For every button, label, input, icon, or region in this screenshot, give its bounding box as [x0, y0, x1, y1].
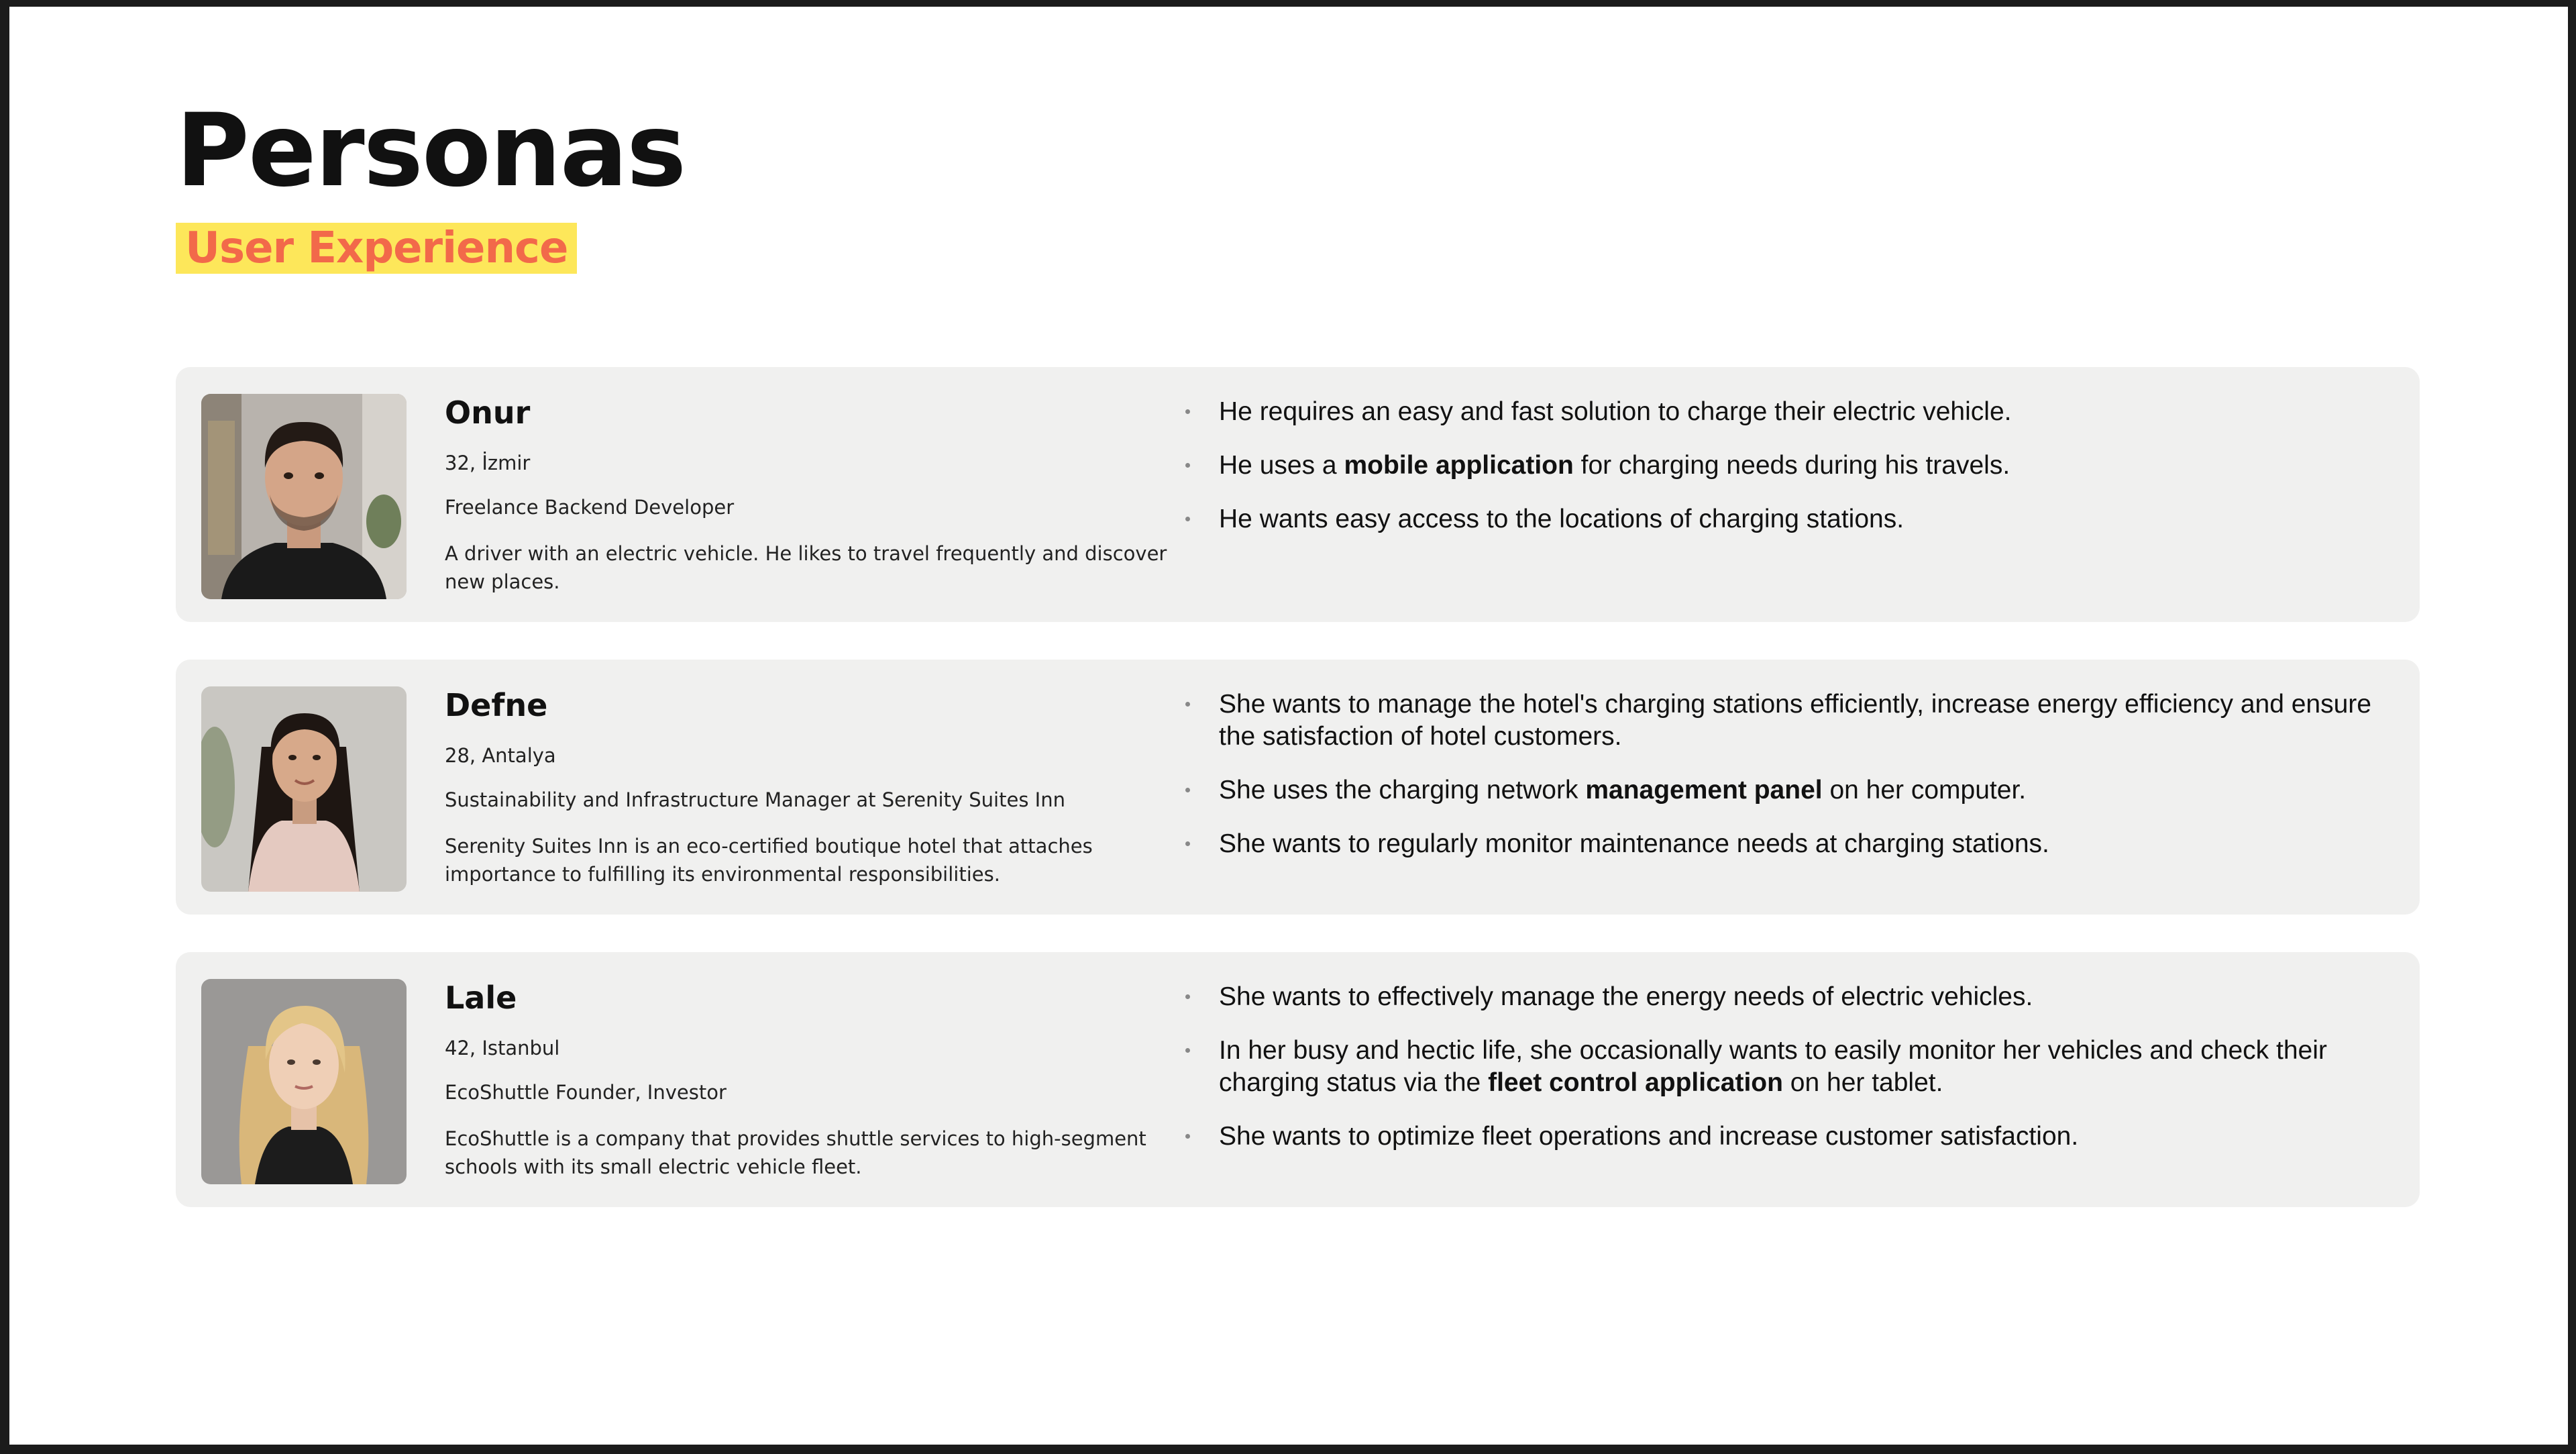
persona-role: Sustainability and Infrastructure Manager at Serenity Suites Inn [445, 788, 1065, 811]
persona-needs-list [1219, 688, 2373, 882]
persona-age-city: 42, Istanbul [445, 1037, 560, 1059]
persona-photo-defne [201, 686, 407, 892]
man-portrait-icon [201, 394, 407, 599]
persona-role: Freelance Backend Developer [445, 496, 735, 519]
need-item: In her busy and hectic life, she occasionally wants to easily monitor her vehicles and check their charging status via the fleet control application on her tablet. [1219, 1035, 2373, 1099]
bullet-icon [1185, 517, 1190, 521]
persona-description: Serenity Suites Inn is an eco-certified boutique hotel that attaches importance to fulfilling its environmental responsibilities. [445, 835, 1093, 886]
page-subtitle: User Experience [176, 223, 577, 274]
woman-portrait-icon [201, 686, 407, 892]
persona-needs-list [1219, 981, 2373, 1174]
bullet-icon [1185, 994, 1190, 999]
bullet-icon [1185, 409, 1190, 414]
persona-role: EcoShuttle Founder, Investor [445, 1081, 727, 1104]
persona-name: Defne [445, 687, 548, 723]
need-item: He requires an easy and fast solution to charge their electric vehicle. [1219, 396, 2373, 428]
persona-card-lale [176, 952, 2420, 1207]
persona-name: Onur [445, 395, 531, 431]
persona-photo-lale [201, 979, 407, 1184]
persona-age-city: 28, Antalya [445, 744, 556, 767]
need-item: She wants to effectively manage the energy needs of electric vehicles. [1219, 981, 2373, 1013]
persona-card-onur [176, 367, 2420, 622]
persona-age-city: 32, İzmir [445, 452, 531, 474]
persona-needs-list [1219, 396, 2373, 557]
bullet-icon [1185, 1048, 1190, 1053]
persona-description: A driver with an electric vehicle. He likes to travel frequently and discover new places. [445, 542, 1167, 593]
persona-card-defne [176, 660, 2420, 915]
bullet-icon [1185, 841, 1190, 846]
need-item: She wants to regularly monitor maintenance needs at charging stations. [1219, 828, 2373, 860]
bullet-icon [1185, 1134, 1190, 1139]
page-title: Personas [176, 93, 686, 209]
need-item: She wants to manage the hotel's charging stations efficiently, increase energy efficiency and ensure the satisfaction of hotel customers. [1219, 688, 2373, 753]
persona-description: EcoShuttle is a company that provides shuttle services to high-segment schools with its small electric vehicle fleet. [445, 1127, 1146, 1178]
need-item: He wants easy access to the locations of charging stations. [1219, 503, 2373, 535]
need-item: She uses the charging network management panel on her computer. [1219, 774, 2373, 807]
need-item: She wants to optimize fleet operations and increase customer satisfaction. [1219, 1121, 2373, 1153]
need-item: He uses a mobile application for charging needs during his travels. [1219, 450, 2373, 482]
persona-name: Lale [445, 980, 517, 1016]
bullet-icon [1185, 463, 1190, 468]
bullet-icon [1185, 788, 1190, 792]
persona-photo-onur [201, 394, 407, 599]
woman-portrait-icon [201, 979, 407, 1184]
bullet-icon [1185, 702, 1190, 707]
